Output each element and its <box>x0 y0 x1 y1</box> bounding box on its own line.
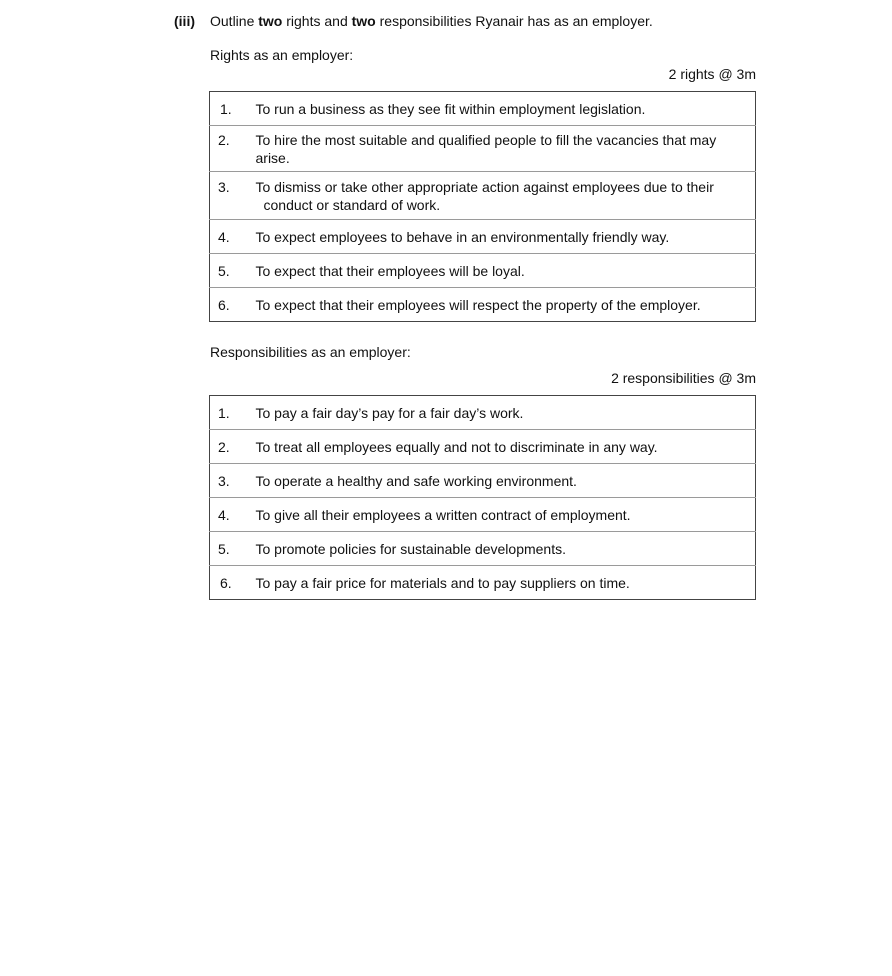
rights-marks: 2 rights @ 3m <box>668 66 756 82</box>
row-number: 1. <box>218 405 230 421</box>
responsibilities-marks: 2 responsibilities @ 3m <box>611 370 756 386</box>
question-emphasis: two <box>258 13 283 29</box>
row-text: To dismiss or take other appropriate action against employees due to their <box>255 179 714 195</box>
row-text-cell <box>256 532 756 566</box>
row-number: 2. <box>218 132 230 148</box>
row-text-cell <box>256 430 756 464</box>
question-text-part: rights and <box>282 13 352 29</box>
row-text: To expect that their employees will respect the property of the employer. <box>255 297 701 313</box>
row-text-cell <box>256 220 756 254</box>
row-text: To give all their employees a written contract of employment. <box>255 507 631 523</box>
table-row <box>210 92 756 126</box>
row-number-cell <box>210 288 256 322</box>
row-text: To expect that their employees will be loyal. <box>255 263 525 279</box>
row-text: To hire the most suitable and qualified people to fill the vacancies that may arise. <box>255 132 717 166</box>
question-emphasis: two <box>351 13 376 29</box>
table-row <box>210 566 756 600</box>
row-number-cell <box>210 396 256 430</box>
table-row <box>210 288 756 322</box>
row-number: 3. <box>218 179 230 195</box>
row-text-cell <box>256 254 756 288</box>
row-number-cell <box>210 430 256 464</box>
row-text-cell <box>256 396 756 430</box>
row-text: To operate a healthy and safe working environment. <box>255 473 577 489</box>
row-number-cell <box>210 92 256 126</box>
question-number: (iii) <box>174 13 195 29</box>
row-number-cell <box>210 498 256 532</box>
table-row <box>210 464 756 498</box>
table-row <box>210 396 756 430</box>
row-number-cell <box>210 172 256 220</box>
rights-table <box>209 91 756 322</box>
row-text-cell <box>256 126 756 172</box>
row-number: 2. <box>218 439 230 455</box>
row-text: To pay a fair day’s pay for a fair day’s work. <box>255 405 524 421</box>
table-row <box>210 220 756 254</box>
row-text: To expect employees to behave in an environmentally friendly way. <box>255 229 670 245</box>
row-number: 1. <box>220 101 232 117</box>
table-row <box>210 126 756 172</box>
row-text: To treat all employees equally and not to discriminate in any way. <box>255 439 658 455</box>
row-text-continuation: conduct or standard of work. <box>263 197 441 213</box>
row-text-cell <box>256 464 756 498</box>
row-number-cell <box>210 254 256 288</box>
table-row <box>210 172 756 220</box>
question-line <box>174 12 653 30</box>
row-number: 5. <box>218 263 230 279</box>
row-number: 6. <box>218 297 230 313</box>
row-text-cell <box>256 566 756 600</box>
row-text-cell <box>256 172 756 220</box>
row-number: 4. <box>218 507 230 523</box>
row-text: To pay a fair price for materials and to pay suppliers on time. <box>255 575 630 591</box>
row-text: To run a business as they see fit within employment legislation. <box>255 101 646 117</box>
row-text-cell <box>256 92 756 126</box>
row-number: 5. <box>218 541 230 557</box>
row-number: 4. <box>218 229 230 245</box>
question-text-part: responsibilities Ryanair has as an employer. <box>375 13 653 29</box>
row-number: 6. <box>220 575 232 591</box>
row-number-cell <box>210 126 256 172</box>
table-row <box>210 498 756 532</box>
row-number-cell <box>210 220 256 254</box>
row-number: 3. <box>218 473 230 489</box>
table-row <box>210 430 756 464</box>
row-text-cell <box>256 498 756 532</box>
table-row <box>210 254 756 288</box>
row-text: To promote policies for sustainable developments. <box>255 541 567 557</box>
rights-heading: Rights as an employer: <box>210 47 354 63</box>
question-text-part: Outline <box>210 13 259 29</box>
responsibilities-table <box>209 395 756 600</box>
row-text-cell <box>256 288 756 322</box>
responsibilities-heading: Responsibilities as an employer: <box>210 344 411 360</box>
row-number-cell <box>210 464 256 498</box>
table-row <box>210 532 756 566</box>
row-number-cell <box>210 532 256 566</box>
row-number-cell <box>210 566 256 600</box>
